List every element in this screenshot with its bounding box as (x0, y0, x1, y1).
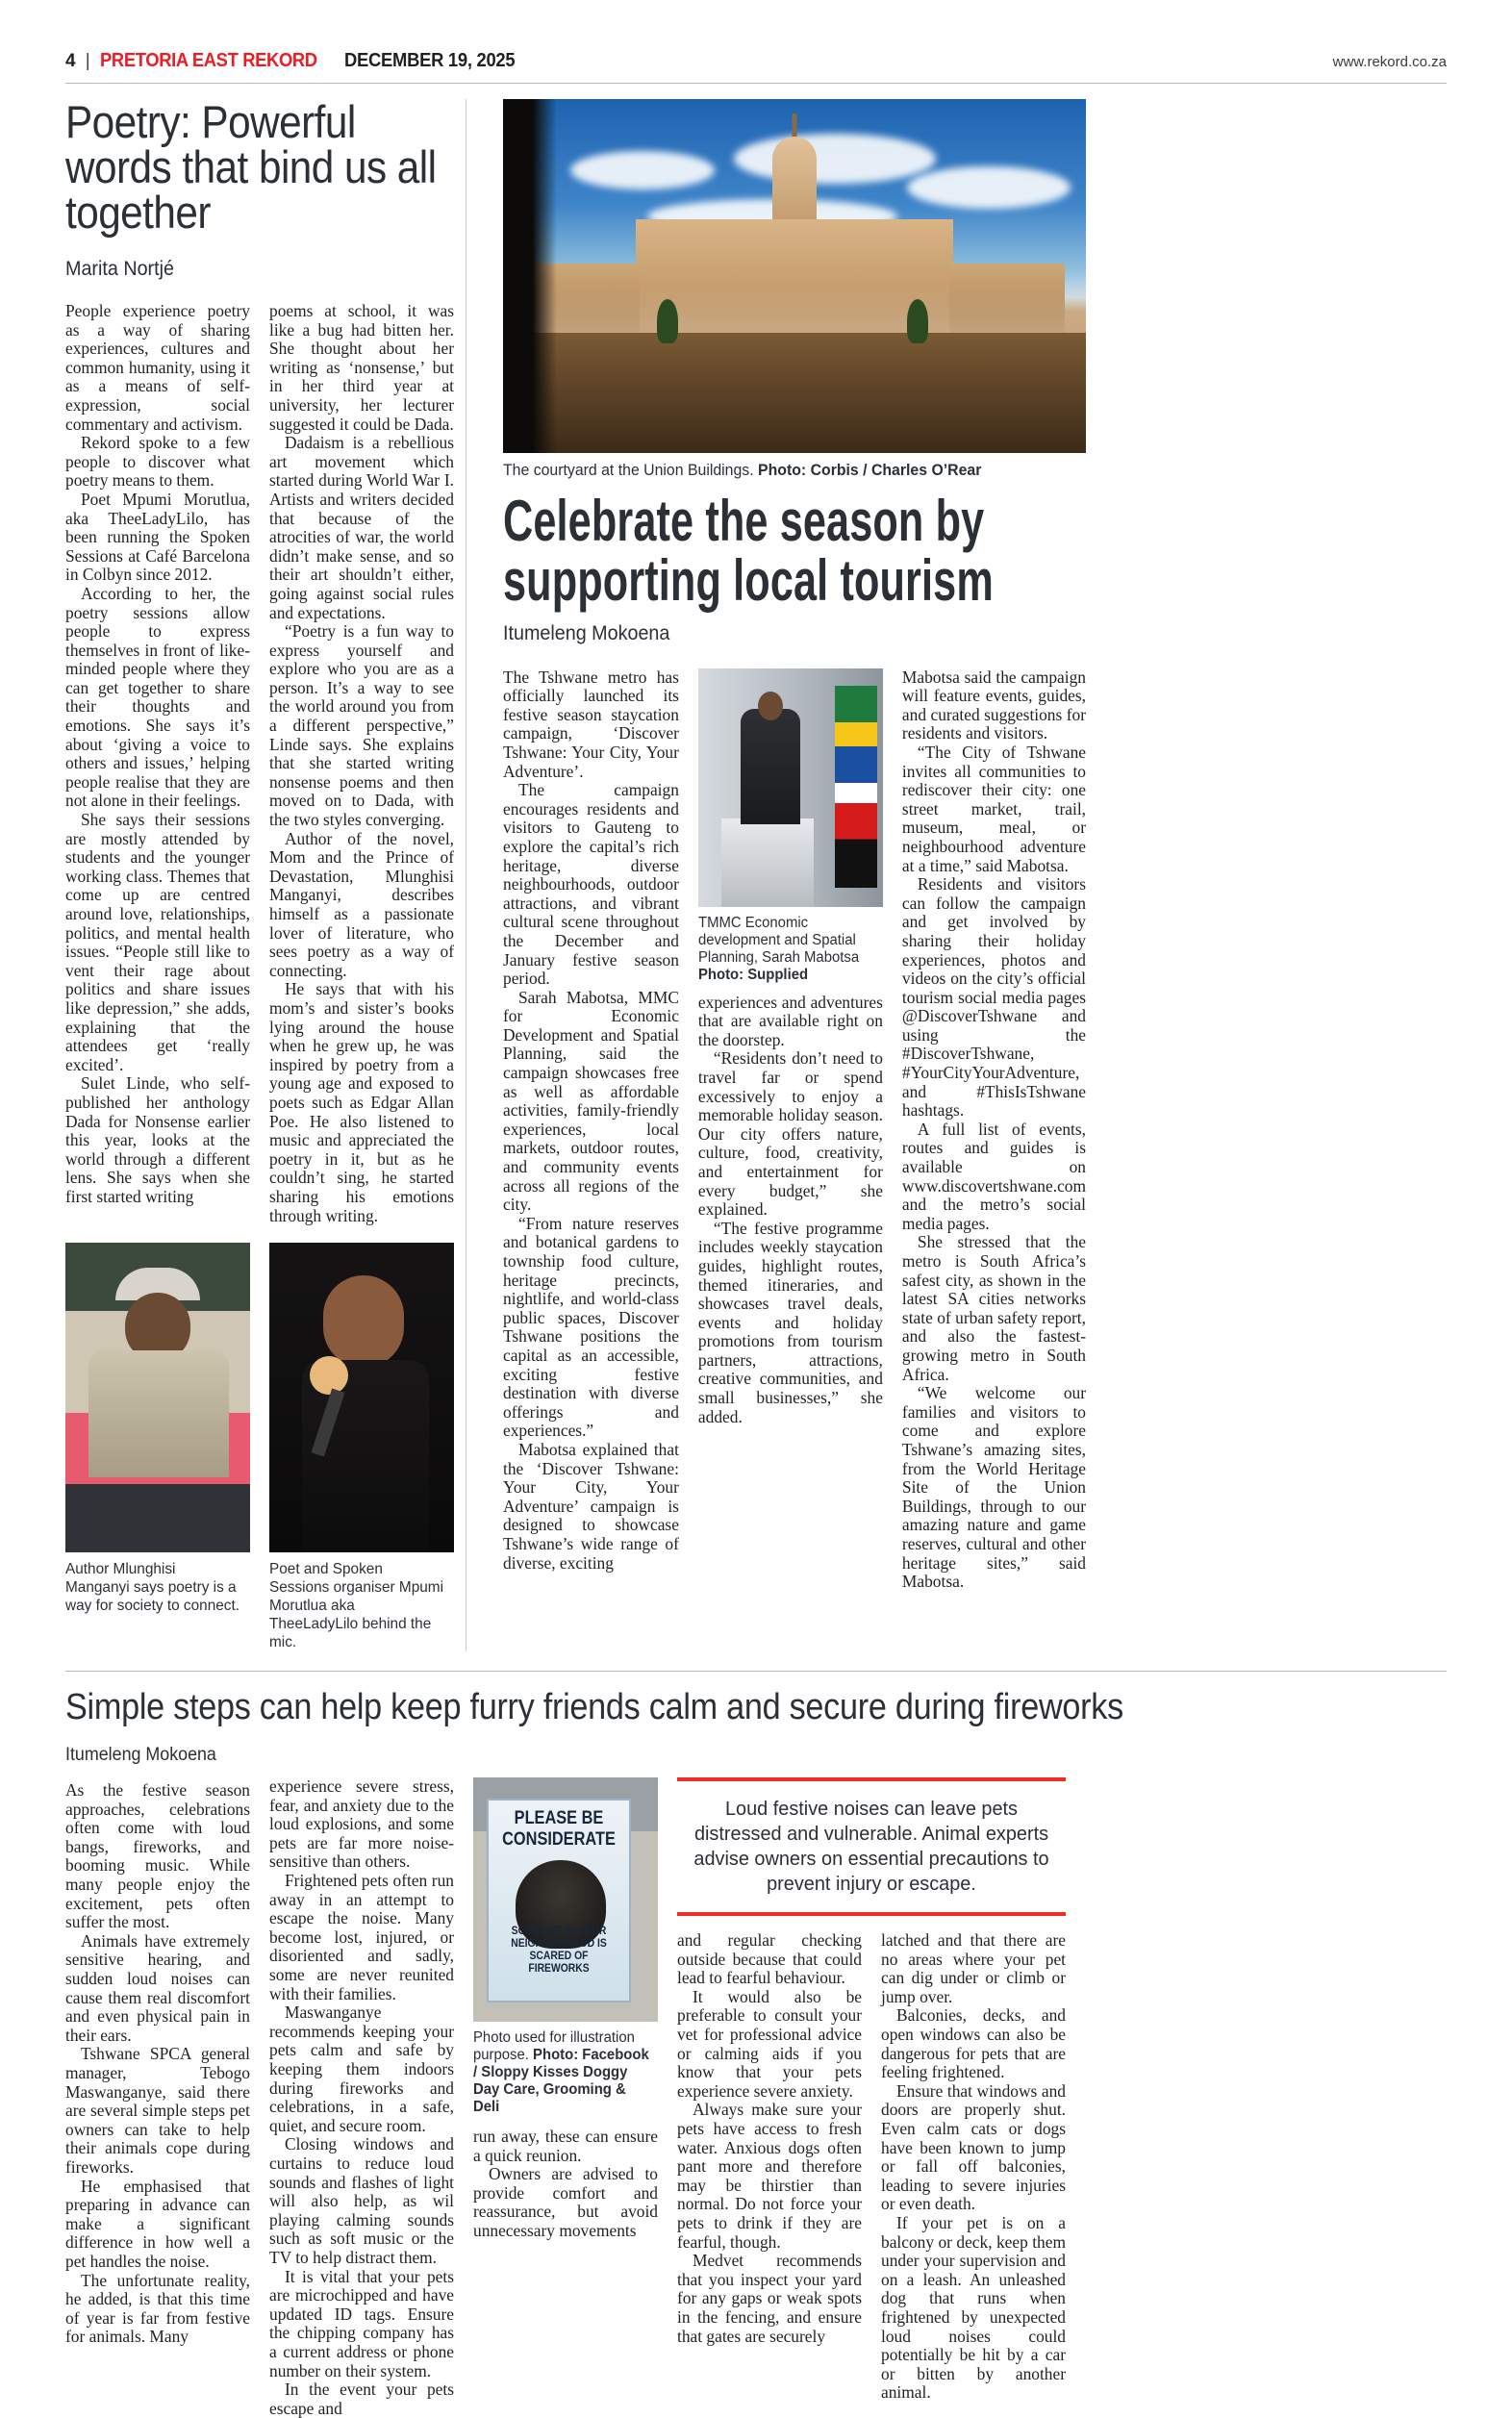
sign-line-1: PLEASE BE (514, 1808, 604, 1829)
paragraph: The Tshwane metro has officially launched its festive season staycation campaign, ‘Discover Tshwane: Your City, Your Adventure’. (503, 667, 679, 781)
poetry-photo-caption-2: Poet and Spoken Sessions organiser Mpumi Morutlua aka TheeLadyLilo behind the mic. (269, 1561, 443, 1651)
mabotsa-photo (698, 668, 883, 907)
paragraph: Poet Mpumi Morutlua, aka TheeLadyLilo, has been running the Spoken Sessions at Café Barcelona in Colbyn since 2012. (65, 489, 250, 585)
tourism-column-2 (698, 668, 883, 1592)
paragraph: Medvet recommends that you inspect your yard for any gaps or weak spots in the fencing, and ensure that gates are securely (677, 2251, 862, 2346)
top-section (65, 96, 1447, 1651)
paragraph: “The festive programme includes weekly staycation guides, highlight routes, themed itineraries, and showcases travel deals, events and holiday promotions from tourism partners, attractions, creative communities, and small businesses,” she added. (697, 1218, 883, 1426)
paragraph: People experience poetry as a way of sharing experiences, cultures and common humanity, using it as a means of self-expression, social commentary and activism. (65, 301, 250, 434)
paragraph: Mabotsa explained that the ‘Discover Tshwane: Your City, Your Adventure’ campaign is designed to showcase Tshwane’s wide range of diverse, exciting (503, 1439, 679, 1573)
masthead-divider (65, 83, 1447, 84)
tourism-byline: Itumeleng Mokoena (503, 621, 670, 644)
caption-text: Photo used for illustration purpose. (473, 2029, 635, 2064)
paragraph: and regular checking outside because that could lead to fearful behaviour. (677, 1930, 862, 1988)
pets-column-1 (65, 1745, 250, 2418)
paragraph: It would also be preferable to consult your vet for professional advice or calming aids if you know that your pets experience severe anxiety. (677, 1986, 862, 2101)
paragraph: It is vital that your pets are microchipped and have updated ID tags. Ensure the chipping company has a current address or phone number on their system. (269, 2266, 454, 2380)
masthead-separator: | (85, 51, 90, 71)
masthead (65, 0, 1447, 72)
paragraph: The unfortunate reality, he added, is that this time of year is far from festive for animals. Many (65, 2270, 250, 2347)
paragraph: experiences and adventures that are available right on the doorstep. (697, 992, 883, 1049)
caption-credit: Photo: Corbis / Charles O’Rear (758, 462, 982, 479)
paragraph: latched and that there are no areas where your pet can dig under or climb or jump over. (881, 1930, 1066, 2006)
paragraph: poems at school, it was like a bug had bitten her. She thought about her writing as ‘nonsense,’ but in her third year at university, her lecturer suggested it could be Dada. (269, 301, 454, 434)
paragraph: Author of the novel, Mom and the Prince of Devastation, Mlunghisi Manganyi, describes himself as a passionate lover of literature, who sees poetry as a way of connecting. (269, 828, 454, 980)
story-tourism (503, 99, 1086, 1651)
tourism-columns (503, 668, 1086, 1592)
poet-photo (269, 1243, 454, 1552)
sign-line-3: SOMEONE IN YOUR NEIGHBORHOOD IS SCARED OF FIREWORKS (511, 1926, 607, 1976)
caption-text: TMMC Economic development and Spatial Planning, Sarah Mabotsa (697, 914, 860, 966)
paragraph: Sarah Mabotsa, MMC for Economic Development and Spatial Planning, said the campaign showcases free as well as affordable activities, family-friendly experiences, local markets, outdoor routes, and community events across all regions of the city. (503, 987, 679, 1215)
pullquote-rule-bottom (677, 1912, 1066, 1916)
poetry-headline: Poetry: Powerful words that bind us all together (65, 96, 437, 238)
sign-line-2: CONSIDERATE (502, 1829, 616, 1851)
publication-date: DECEMBER 19, 2025 (344, 50, 516, 71)
poetry-photo-block-2 (269, 1243, 454, 1651)
poetry-column-2 (269, 302, 454, 1225)
paragraph: In the event your pets escape and (269, 2380, 454, 2418)
publication-name: PRETORIA EAST REKORD (99, 50, 317, 71)
poetry-column-1 (65, 302, 250, 1225)
paragraph: As the festive season approaches, celebrations often come with loud bangs, fireworks, and booming music. While many people enjoy the excitement, pets often suffer the most. (65, 1780, 250, 1932)
haze (503, 283, 1086, 333)
paragraph: She stressed that the metro is South Africa’s safest city, as shown in the latest SA cities networks state of urban safety report, and also the fastest-growing metro in South Africa. (901, 1232, 1086, 1384)
paragraph: Sulet Linde, who self-published her anthology Dada for Nonsense earlier this year, looks at the world through a different lens. She says when she first started writing (65, 1073, 250, 1206)
paragraph: She says their sessions are mostly attended by students and the younger working class. Themes that come up are centred around love, relationships, politics, and mental health issues. “People still like to vent their rage about politics and share issues like depression,” she adds, explaining that the attendees get ‘really excited’. (65, 810, 250, 1074)
website-url: www.rekord.co.za (1332, 54, 1447, 70)
tourism-headline: Celebrate the season by supporting local tourism (503, 489, 994, 613)
tourism-column-2-text (698, 994, 883, 1427)
paragraph: “From nature reserves and botanical gardens to township food culture, heritage precincts, nightlife, and world-class public spaces, Discover Tshwane positions the capital as an accessible, exciting festive destination with diverse offerings and experiences.” (503, 1213, 679, 1441)
pets-right-block (677, 1745, 1066, 2418)
paragraph: If your pet is on a balcony or deck, keep them under your supervision and on a leash. An unleashed dog that runs when frightened by unexpected loud noises could potentially be hit by a car or bitten by another animal. (881, 2213, 1066, 2403)
paragraph: Frightened pets often run away in an attempt to escape the noise. Many become lost, injured, or disoriented and sadly, some are never reunited with their families. (269, 1871, 454, 2003)
paragraph: The campaign encourages residents and visitors to Gauteng to explore the capital’s rich heritage, diverse neighbourhoods, outdoor attractions, and vibrant cultural scene throughout the December and January festive season period. (503, 780, 679, 989)
page-number: 4 (65, 51, 76, 71)
speaker-head (758, 692, 783, 720)
paragraph: experience severe stress, fear, and anxiety due to the loud explosions, and some pets are far more noise-sensitive than others. (269, 1776, 454, 1872)
pets-column-5 (881, 1931, 1066, 2403)
paragraph: According to her, the poetry sessions allow people to express themselves in front of like-minded people where they can get together to share their thoughts and emotions. She says it’s about ‘giving a voice to others and issues,’ helping people realise that they are not alone in their feelings. (65, 583, 250, 811)
dog-photo-caption (473, 2029, 650, 2116)
pets-headline: Simple steps can help keep furry friends calm and secure during fireworks (65, 1687, 1123, 1728)
paragraph: Always make sure your pets have access to fresh water. Anxious dogs often pant more and therefore may be thirstier than normal. Do not force your pets to drink if they are fearful, though. (677, 2100, 862, 2252)
paragraph: Mabotsa said the campaign will feature events, guides, and curated suggestions for residents and visitors. (901, 667, 1086, 743)
pets-column-4 (677, 1931, 862, 2403)
caption-text: The courtyard at the Union Buildings. (503, 462, 759, 479)
pets-pullquote: Loud festive noises can leave pets distressed and vulnerable. Animal experts advise owners on essential precautions to prevent injury or escape. (693, 1798, 1049, 1896)
mabotsa-caption (698, 915, 875, 984)
paragraph: “We welcome our families and visitors to come and explore Tshwane’s amazing sites, from the World Heritage Site of the Union Buildings, through to our amazing nature and game reserves, cultural and other heritage sites,” said Mabotsa. (901, 1383, 1086, 1592)
caption-credit: Photo: Facebook / Sloppy Kisses Doggy Day Care, Grooming & Deli (473, 2047, 649, 2116)
paragraph: run away, these can ensure a quick reunion. (473, 2127, 658, 2165)
author-photo (65, 1243, 250, 1552)
south-african-flag (835, 686, 877, 888)
podium (721, 819, 814, 907)
poetry-photo-block-1 (65, 1243, 250, 1651)
paragraph: Residents and visitors can follow the campaign and get involved by sharing their holiday experiences, photos and videos on the city’s official tourism social media pages @DiscoverTshwane and using the #DiscoverTshwane, #YourCityYourAdventure, and #ThisIsTshwane hashtags. (901, 874, 1086, 1121)
paragraph: He says that with his mom’s and sister’s books lying around the house when he grew up, he was inspired by poetry from a young age and exposed to poets such as Edgar Allan Poe. He also listened to music and appreciated the poetry in it, but as he couldn’t sing, he started sharing his emotions through writing. (269, 979, 454, 1225)
paragraph: “Residents don’t need to travel far or spend excessively to enjoy a memorable holiday season. Our city offers nature, culture, food, creativity, and entertainment for every budget,” she explained. (697, 1048, 883, 1220)
caption-credit: Photo: Supplied (697, 966, 808, 983)
foreground-shadow (503, 99, 557, 453)
tourism-column-3 (902, 668, 1086, 1592)
poetry-photo-row (65, 1243, 454, 1651)
poetry-columns (65, 302, 454, 1225)
yard-sign (487, 1799, 631, 2002)
story-poetry (65, 96, 454, 1651)
paragraph: Rekord spoke to a few people to discover what poetry means to them. (65, 433, 250, 491)
pets-column-3 (473, 1745, 658, 2418)
paragraph: A full list of events, routes and guides is available on www.discovertshwane.com and the metro’s social media pages. (901, 1119, 1087, 1233)
speaker-body (741, 709, 800, 824)
paragraph: He emphasised that preparing in advance can make a significant difference in how well a pet handles the noise. (65, 2176, 250, 2271)
paragraph: Balconies, decks, and open windows can also be dangerous for pets that are feeling frightened. (881, 2005, 1066, 2082)
pets-byline: Itumeleng Mokoena (65, 1745, 216, 1766)
paragraph: Ensure that windows and doors are properly shut. Even calm cats or dogs have been known to jump or fall off balconies, leading to severe injuries or even death. (881, 2080, 1066, 2214)
pets-columns (65, 1745, 1447, 2418)
dome (772, 137, 817, 229)
dog-sign-photo (473, 1777, 658, 2022)
union-photo-caption (503, 462, 1063, 480)
paragraph: Tshwane SPCA general manager, Tebogo Maswanganye, said there are several simple steps pet owners can take to help their animals cope during fireworks. (65, 2044, 250, 2177)
paragraph: Maswanganye recommends keeping your pets calm and safe by keeping them indoors during fireworks and celebrations, in a safe, quiet, and secure room. (269, 2002, 454, 2135)
section-divider (65, 1671, 1447, 1672)
pets-lower-columns (677, 1931, 1066, 2403)
courtyard-ground (503, 333, 1086, 453)
tourism-column-1 (503, 668, 679, 1592)
pets-column-1-text (65, 1781, 250, 2347)
pets-column-3-text (473, 2128, 658, 2241)
paragraph: Animals have extremely sensitive hearing, and sudden loud noises can cause them real discomfort and even physical pain in their ears. (65, 1930, 250, 2045)
pets-column-2 (269, 1745, 454, 2418)
paragraph: Closing windows and curtains to reduce loud sounds and flashes of light will also help, as wil playing calming sounds such as soft music or the TV to help distract them. (269, 2134, 454, 2267)
union-buildings-photo (503, 99, 1086, 453)
paragraph: Owners are advised to provide comfort and reassurance, but avoid unnecessary movements (473, 2164, 658, 2241)
paragraph: “The City of Tshwane invites all communities to rediscover their city: one street market, trail, museum, meal, or neighbourhood adventure at a time,” said Mabotsa. (901, 742, 1086, 875)
paragraph: Dadaism is a rebellious art movement which started during World War I. Artists and writers decided that because of the atrocities of war, the world didn’t make sense, and so their art shouldn’t either, going against social rules and expectations. (269, 433, 454, 622)
poetry-photo-caption-1: Author Mlunghisi Manganyi says poetry is a way for society to connect. (65, 1561, 239, 1615)
paragraph: “Poetry is a fun way to express yourself and explore who you are as a person. It’s a way to see the world around you from a different perspective,” Linde says. She explains that she started writing nonsense poems and then moved on to Dada, with the two styles converging. (269, 621, 454, 830)
poetry-byline: Marita Nortjé (65, 258, 174, 280)
